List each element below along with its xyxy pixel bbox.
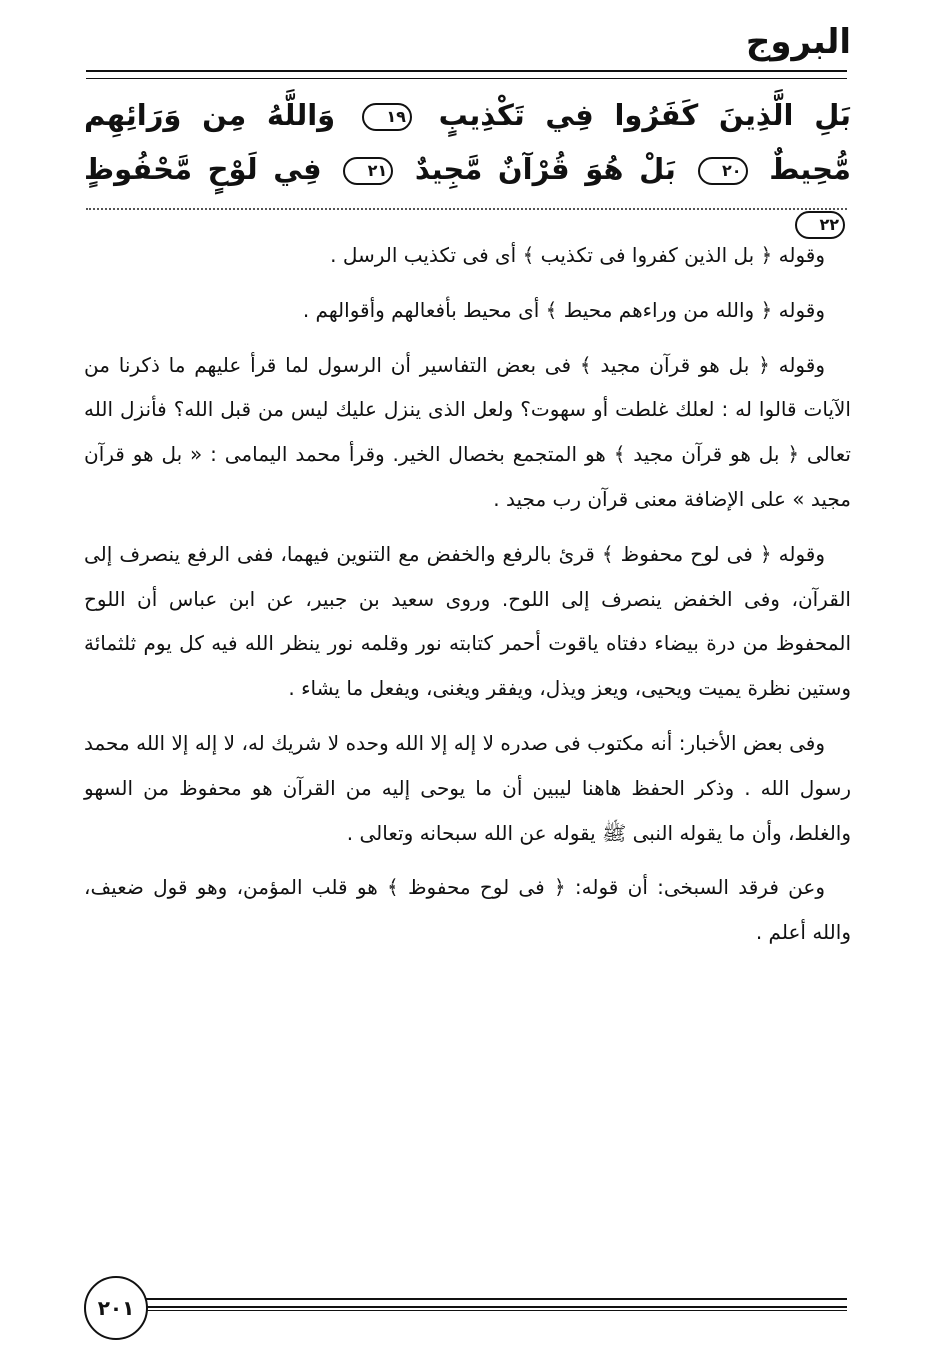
verse-19-number: ١٩	[362, 103, 412, 131]
paragraph-3: وقوله ﴿ بل هو قرآن مجيد ﴾ فى بعض التفاسير أن الرسول لما قرأ عليهم ما ذكرنا من الآيات قالوا له : لعلك غلطت أو سهوت؟ ولعل الذى ينزل عليك ليس من قبل الله؟ فأنزل الله تعالى ﴿ بل هو قرآن مجيد ﴾ هو المتجمع بخصال الخير. وقرأ محمد اليمامى : « بل هو قرآن مجيد » على الإضافة معنى قرآن رب مجيد .	[84, 352, 851, 511]
commentary	[84, 233, 851, 965]
footer-rule-thin	[146, 1310, 847, 1311]
verse-20-text: وَاللَّهُ مِن وَرَائِهِم مُّحِيطٌ	[84, 98, 851, 186]
page-number: ٢٠١	[84, 1276, 148, 1340]
verse-21-number: ٢١	[343, 157, 393, 185]
paragraph-2: وقوله ﴿ والله من وراءهم محيط ﴾ أى محيط بأفعالهم وأقوالهم .	[302, 297, 825, 322]
verse-20-number: ٢٠	[698, 157, 748, 185]
page-header-title: البروج	[745, 22, 851, 62]
paragraph-4: وقوله ﴿ فى لوح محفوظ ﴾ قرئ بالرفع والخفض مع التنوين فيهما، ففى الرفع ينصرف إلى القرآن، وفى الخفض ينصرف إلى اللوح. وروى سعيد بن جبير، عن ابن عباس أن اللوح المحفوظ من درة بيضاء دفتاه ياقوت أحمر كتابته نور وقلمه نور ينظر الله فيه كل يوم ثلثمائة وستين نظرة يميت ويحيى، ويعز ويذل، ويفقر ويغنى، ويفعل ما يشاء .	[84, 541, 851, 701]
verse-19-text: بَلِ الَّذِينَ كَفَرُوا فِي تَكْذِيبٍ	[438, 98, 851, 132]
paragraph-1: وقوله ﴿ بل الذين كفروا فى تكذيب ﴾ أى فى تكذيب الرسل .	[330, 243, 825, 267]
footer-rule	[146, 1298, 847, 1308]
verse-22-text: فِي لَوْحٍ مَّحْفُوظٍ	[84, 152, 322, 186]
paragraph-5: وفى بعض الأخبار: أنه مكتوب فى صدره لا إله إلا الله وحده لا شريك له، لا إله إلا الله محمد رسول الله . وذكر الحفظ هاهنا ليبين أن ما يوحى إليه من القرآن هو محفوظ من السهو والغلط، وأن ما يقوله النبى ﷺ يقوله عن الله سبحانه وتعالى .	[84, 730, 851, 845]
quran-verses	[84, 88, 851, 250]
paragraph-6: وعن فرقد السبخى: أن قوله: ﴿ فى لوح محفوظ ﴾ هو قلب المؤمن، وهو قول ضعيف، والله أعلم .	[84, 875, 851, 945]
verses-divider	[86, 208, 847, 210]
verse-21-text: بَلْ هُوَ قُرْآنٌ مَّجِيدٌ	[414, 152, 676, 186]
header-rule	[86, 70, 847, 79]
verse-22-number: ٢٢	[795, 211, 845, 239]
